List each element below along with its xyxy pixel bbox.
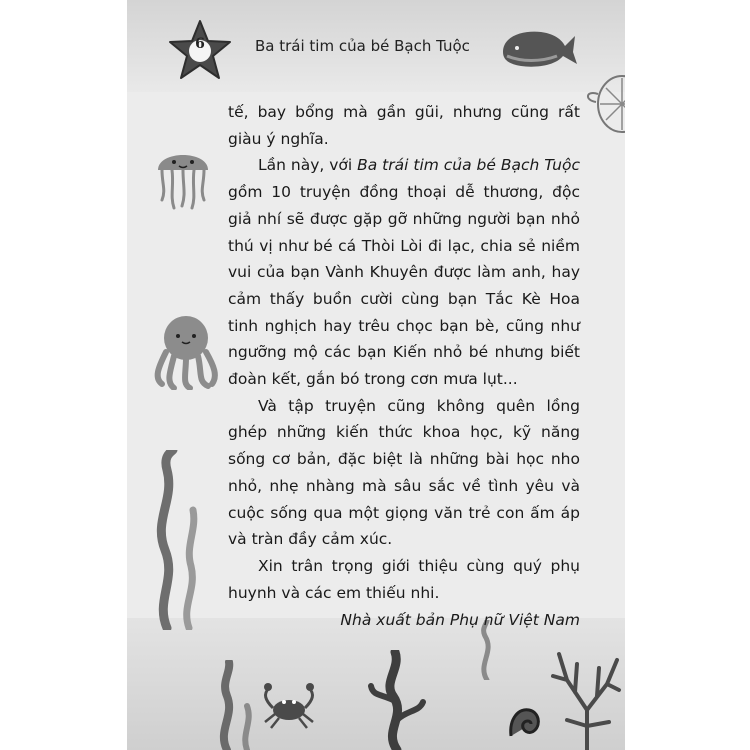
shell-icon <box>507 706 543 740</box>
paragraph-intro <box>228 152 580 392</box>
publisher-signature: Nhà xuất bản Phụ nữ Việt Nam <box>340 611 580 630</box>
seaweed-icon <box>367 650 427 750</box>
body-text <box>228 99 580 634</box>
turtle-icon <box>582 64 625 144</box>
paragraph-introduction: Xin trân trọng giới thiệu cùng quý phụ huynh và các em thiếu nhi. <box>228 556 580 602</box>
running-title: Ba trái tim của bé Bạch Tuộc <box>255 37 470 55</box>
seaweed-icon <box>207 660 267 750</box>
whale-icon <box>497 22 579 72</box>
coral-icon <box>547 640 625 750</box>
jellyfish-icon <box>152 140 214 212</box>
seaweed-icon <box>147 450 207 630</box>
crab-icon <box>259 680 319 730</box>
book-title: Ba trái tim của bé Bạch Tuộc <box>357 156 580 175</box>
page-number: 6 <box>195 36 205 52</box>
paragraph-skills: Và tập truyện cũng không quên lồng ghép những kiến thức khoa học, kỹ năng sống cơ bản, đặc biệt là những bài học nho nhỏ, nhẹ nhàng mà sâu sắc về tình yêu và cuộc sống qua một giọng văn trẻ con ấm áp và tràn đầy cảm xúc. <box>228 396 580 549</box>
paragraph-continuation: tế, bay bổng mà gần gũi, nhưng cũng rất giàu ý nghĩa. <box>228 103 580 148</box>
paragraph-2-prefix: Lần này, với <box>258 156 358 175</box>
octopus-icon <box>152 312 220 390</box>
paragraph-2-rest: gồm 10 truyện đồng thoại dễ thương, độc giả nhí sẽ được gặp gỡ những người bạn nhỏ thú vị như bé cá Thòi Lòi đi lạc, chia sẻ niềm vui của bạn Vành Khuyên được làm anh, hay cảm thấy buồn cười cùng bạn Tắc Kè Hoa tinh nghịch hay trêu chọc bạn bè, cũng như ngưỡng mộ các bạn Kiến nhỏ bé nhưng biết đoàn kết, gắn bó trong cơn mưa lụt... <box>228 183 580 389</box>
